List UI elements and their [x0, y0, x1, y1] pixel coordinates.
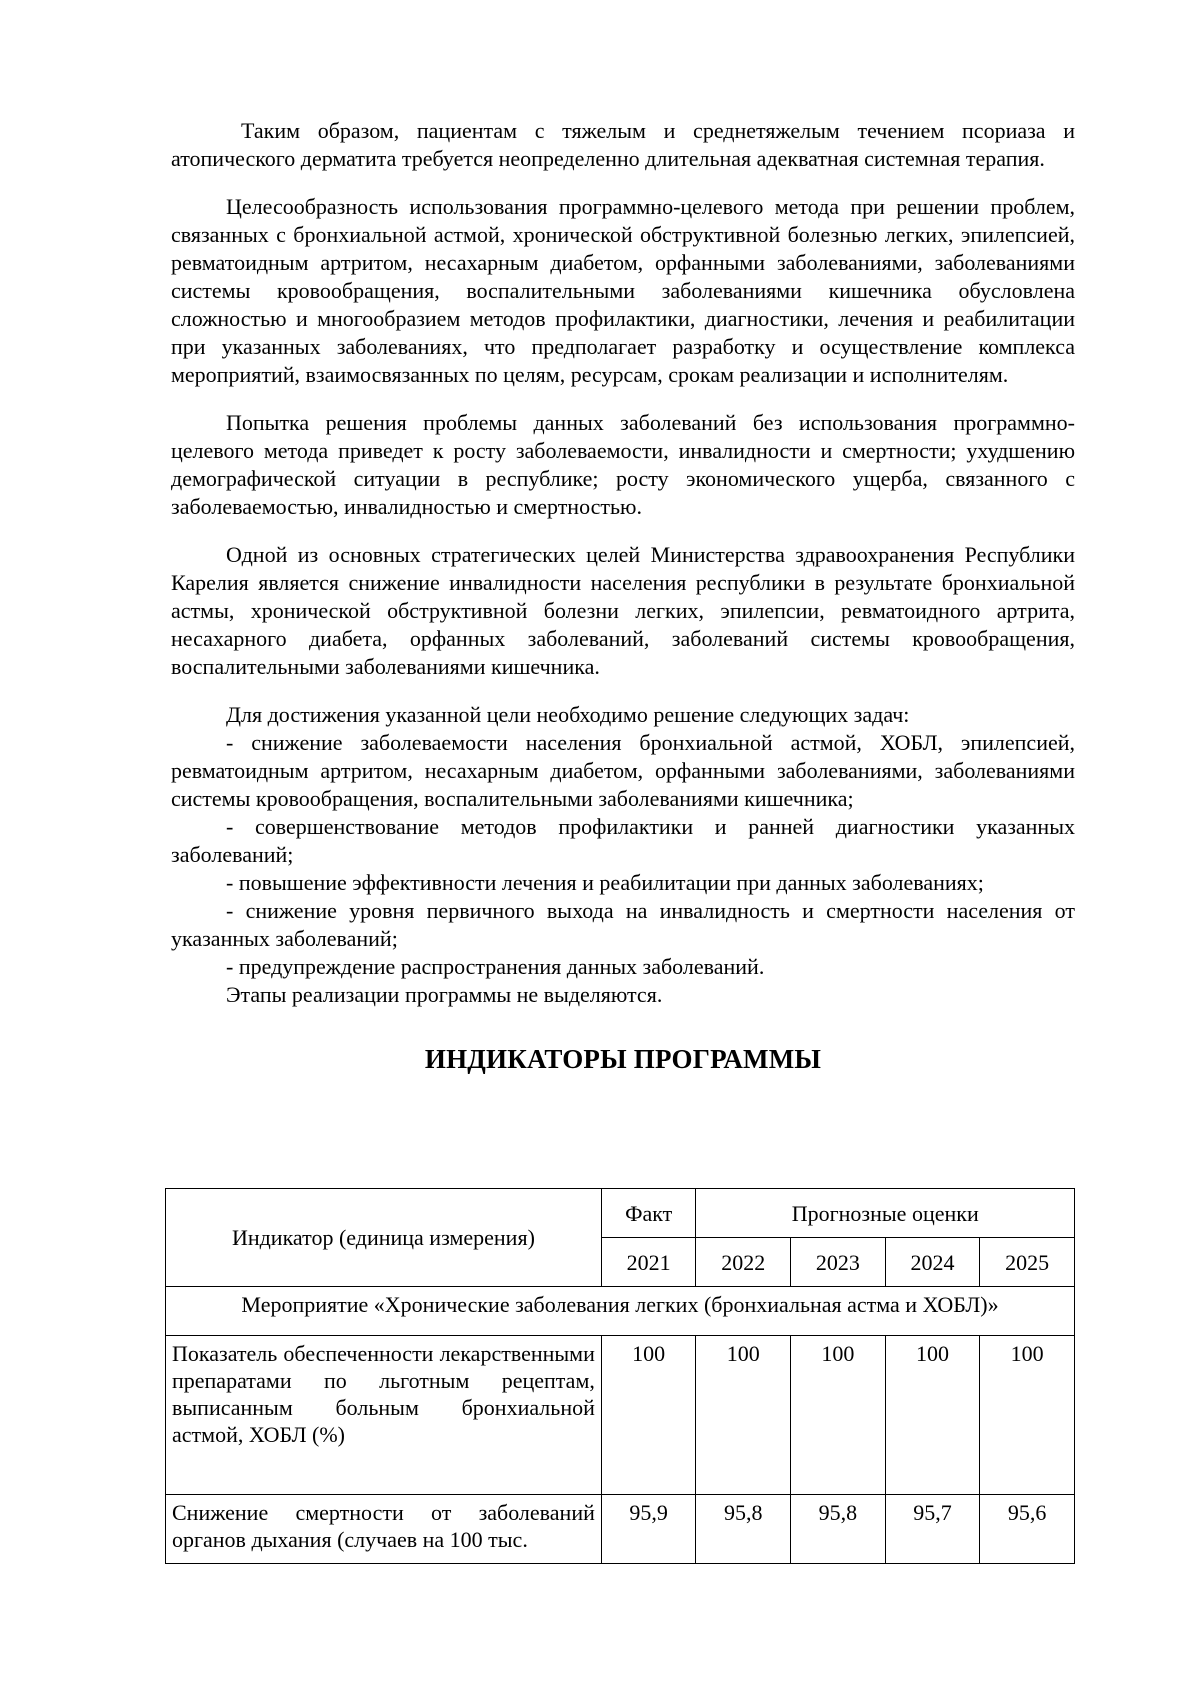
table-row [166, 1336, 1075, 1495]
event-title: Мероприятие «Хронические заболевания легких (бронхиальная астма и ХОБЛ)» [166, 1287, 1075, 1336]
value-cell: 100 [791, 1336, 886, 1495]
indicator-cell: Снижение смертности от заболеваний органов дыхания (случаев на 100 тыс. [166, 1495, 602, 1564]
section-title: ИНДИКАТОРЫ ПРОГРАММЫ [424, 1044, 822, 1074]
tasks-intro: Для достижения указанной цели необходимо решение следующих задач: [226, 702, 910, 727]
header-indicator: Индикатор (единица измерения) [166, 1189, 602, 1287]
indicator-cell: Показатель обеспеченности лекарственными препаратами по льготным рецептам, выписанным больным бронхиальной астмой, ХОБЛ (%) [166, 1336, 602, 1495]
task-item: - снижение уровня первичного выхода на инвалидность и смертности населения от указанных заболеваний; [171, 898, 1075, 951]
tasks-block [171, 701, 1075, 1009]
paragraph-strategic-goal: Одной из основных стратегических целей Министерства здравоохранения Республики Карелия является снижение инвалидности населения республики в результате бронхиальной астмы, хронической обструктивной болезни легких, эпилепсии, ревматоидного артрита, несахарного диабета, орфанных заболеваний, заболеваний системы кровообращения, воспалительными заболеваниями кишечника. [171, 542, 1075, 679]
value-cell: 95,8 [791, 1495, 886, 1564]
value-cell: 100 [601, 1336, 696, 1495]
value-cell: 100 [885, 1336, 980, 1495]
task-item: - предупреждение распространения данных заболеваний. [226, 954, 765, 979]
task-item: - снижение заболеваемости населения бронхиальной астмой, ХОБЛ, эпилепсией, ревматоидным артритом, несахарным диабетом, орфанными заболеваниями, заболеваниями системы кровообращения, воспалительными заболеваниями кишечника; [171, 730, 1075, 811]
value-cell: 95,8 [696, 1495, 791, 1564]
table-row [166, 1495, 1075, 1564]
value-cell: 95,9 [601, 1495, 696, 1564]
paragraph-therapy: Таким образом, пациентам с тяжелым и среднетяжелым течением псориаза и атопического дерматита требуется неопределенно длительная адекватная системная терапия. [171, 118, 1075, 171]
paragraph-program-method: Целесообразность использования программно-целевого метода при решении проблем, связанных с бронхиальной астмой, хронической обструктивной болезнью легких, эпилепсией, ревматоидным артритом, несахарным диабетом, орфанными заболеваниями, заболеваниями системы кровообращения, воспалительными заболеваниями кишечника обусловлена сложностью и многообразием методов профилактики, диагностики, лечения и реабилитации при указанных заболеваниях, что предполагает разработку и осуществление комплекса мероприятий, взаимосвязанных по целям, ресурсам, срокам реализации и исполнителям. [171, 194, 1075, 387]
indicators-table [165, 1188, 1075, 1564]
document-body [171, 117, 1075, 1076]
value-cell: 100 [696, 1336, 791, 1495]
header-fact: Факт [601, 1189, 696, 1238]
header-year: 2022 [696, 1238, 791, 1287]
header-forecast: Прогнозные оценки [696, 1189, 1075, 1238]
header-year: 2023 [791, 1238, 886, 1287]
table-header-row [166, 1189, 1075, 1238]
header-year: 2025 [980, 1238, 1075, 1287]
header-year: 2024 [885, 1238, 980, 1287]
stages-note: Этапы реализации программы не выделяются. [226, 982, 663, 1007]
header-year: 2021 [601, 1238, 696, 1287]
paragraph-problem-solution: Попытка решения проблемы данных заболеваний без использования программно-целевого метода приведет к росту заболеваемости, инвалидности и смертности; ухудшению демографической ситуации в республике; росту экономического ущерба, связанного с заболеваемостью, инвалидностью и смертностью. [171, 410, 1075, 519]
task-item: - совершенствование методов профилактики и ранней диагностики указанных заболеваний; [171, 814, 1075, 867]
task-item: - повышение эффективности лечения и реабилитации при данных заболеваниях; [226, 870, 984, 895]
table-event-row [166, 1287, 1075, 1336]
value-cell: 100 [980, 1336, 1075, 1495]
value-cell: 95,7 [885, 1495, 980, 1564]
value-cell: 95,6 [980, 1495, 1075, 1564]
